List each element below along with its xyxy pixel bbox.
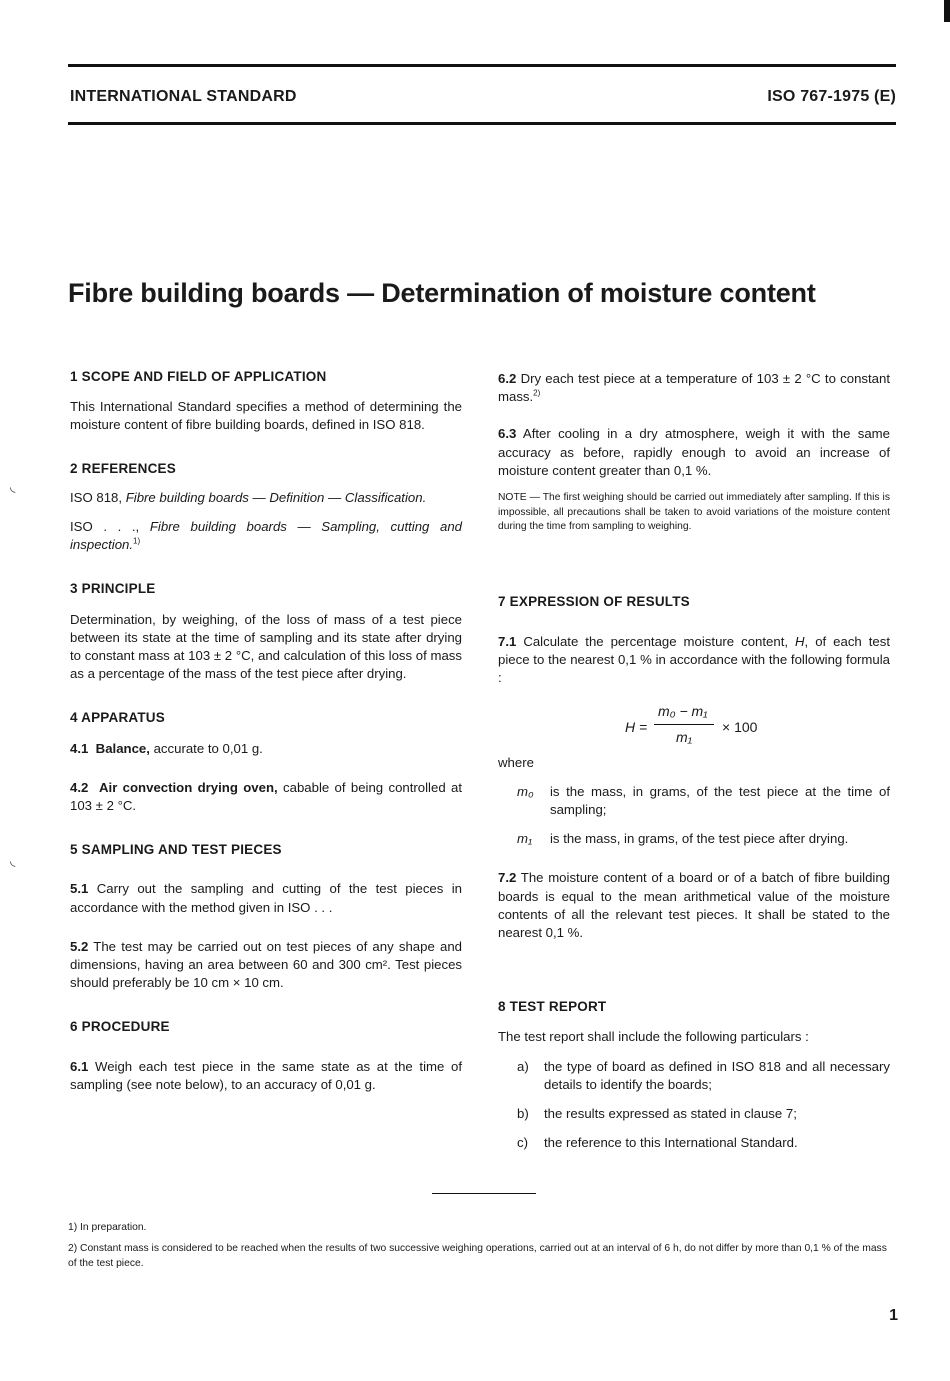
section-3-heading: 3 PRINCIPLE (70, 581, 156, 597)
header-rule-top (68, 64, 896, 67)
section-2-heading: 2 REFERENCES (70, 460, 176, 476)
section-7-heading: 7 EXPRESSION OF RESULTS (498, 593, 690, 609)
clause-4-2: 4.2 Air convection drying oven, cabable of being controlled at 103 ± 2 °C. (70, 779, 462, 814)
report-item: a) the type of board as defined in ISO 818 and all necessary details to identify the boards; (517, 1058, 890, 1092)
clause-6-3: 6.3 After cooling in a dry atmosphere, weigh it with the same accuracy as before, rapidly enough to avoid an increase of moisture content greater than 0,1 %. (498, 426, 890, 478)
clause-6-1: 6.1 Weigh each test piece in the same state as at the time of sampling (see note below), to an accuracy of 0,01 g. (70, 1058, 462, 1092)
reference-sampling: ISO . . ., Fibre building boards — Sampling, cutting and inspection.$^{1)}$ (70, 519, 463, 553)
section-4-heading: 4 APPARATUS (70, 710, 165, 726)
reference-iso-818: ISO 818, Fibre building boards — Definition — Classification. (70, 489, 427, 505)
clause-6-2: 6.2 Dry each test piece at a temperature of 103 ± 2 °C to constant mass.$^{2)}$ (498, 371, 890, 405)
left-column (70, 368, 462, 1094)
footnote-ref-1: 1) (133, 536, 141, 546)
moisture-formula (498, 704, 890, 750)
footnote-separator (432, 1193, 536, 1194)
footnote-1: 1) In preparation. (68, 1222, 147, 1233)
clause-5-2: 5.2 The test may be carried out on test pieces of any shape and dimensions, having an area between 60 and 300 cm². Test pieces should preferably be 10 cm × 10 cm. (70, 938, 462, 991)
formula-lhs: H = (625, 718, 648, 735)
definition-m1: m₁ is the mass, in grams, of the test piece after drying. (517, 831, 849, 847)
procedure-note: NOTE — The first weighing should be carried out immediately after sampling. If this is impossible, all precautions shall be taken to avoid variations of the moisture content during the time from sampling to weighing. (498, 492, 890, 533)
report-item: c) the reference to this International Standard. (517, 1135, 798, 1151)
test-report-intro: The test report shall include the following particulars : (498, 1029, 809, 1045)
page-number: 1 (889, 1307, 898, 1324)
formula-multiplier: × 100 (722, 718, 758, 735)
header-rule-bottom (68, 122, 896, 125)
section-1-heading: 1 SCOPE AND FIELD OF APPLICATION (70, 369, 327, 384)
clause-7-1: 7.1 Calculate the percentage moisture content, H, of each test piece to the nearest 0,1 % in accordance with the following formula : (498, 634, 890, 686)
clause-5-1: 5.1 Carry out the sampling and cutting of the test pieces in accordance with the method given in ISO . . . (70, 881, 462, 915)
margin-mark: ◟ (10, 852, 16, 868)
section-6-heading: 6 PROCEDURE (70, 1019, 170, 1035)
margin-mark: ◟ (10, 478, 16, 494)
footnote-ref-2: 2) (533, 388, 541, 398)
page-edge-mark (944, 0, 950, 22)
definition-m0: m₀ is the mass, in grams, of the test piece at the time of sampling; (517, 783, 890, 818)
standard-label: INTERNATIONAL STANDARD (70, 88, 297, 105)
formula-numerator: m₀ − m₁ (658, 702, 708, 719)
section-5-heading: 5 SAMPLING AND TEST PIECES (70, 842, 282, 858)
clause-4-1: 4.1 Balance, accurate to 0,01 g. (70, 740, 263, 756)
footnote-2: 2) Constant mass is considered to be reached when the results of two successive weighing operations, carried out at an interval of 6 h, do not differ by more than 0,1 % of the mass of the test piece. (68, 1243, 887, 1269)
right-column (498, 370, 890, 1152)
document-title: Fibre building boards — Determination of moisture content (68, 278, 816, 308)
standard-number: ISO 767-1975 (E) (767, 88, 896, 105)
fraction-bar (654, 724, 714, 725)
where-label: where (498, 754, 534, 770)
clause-7-2: 7.2 The moisture content of a board or of a batch of fibre building boards is equal to the mean arithmetical value of the moisture contents of all the relevant test pieces. It shall be stated to the nearest 0,1 %. (498, 870, 890, 941)
section-8-heading: 8 TEST REPORT (498, 999, 607, 1015)
report-item: b) the results expressed as stated in clause 7; (517, 1106, 797, 1122)
formula-denominator: m₁ (676, 728, 693, 745)
section-3-text: Determination, by weighing, of the loss of mass of a test piece between its state at the time of sampling and its state after drying to constant mass at 103 ± 2 °C, and calculation of this loss of mass as a percentage of the mass of the test piece after drying. (70, 611, 462, 682)
section-1-text: This International Standard specifies a method of determining the moisture content of fibre building boards, defined in ISO 818. (70, 399, 462, 433)
